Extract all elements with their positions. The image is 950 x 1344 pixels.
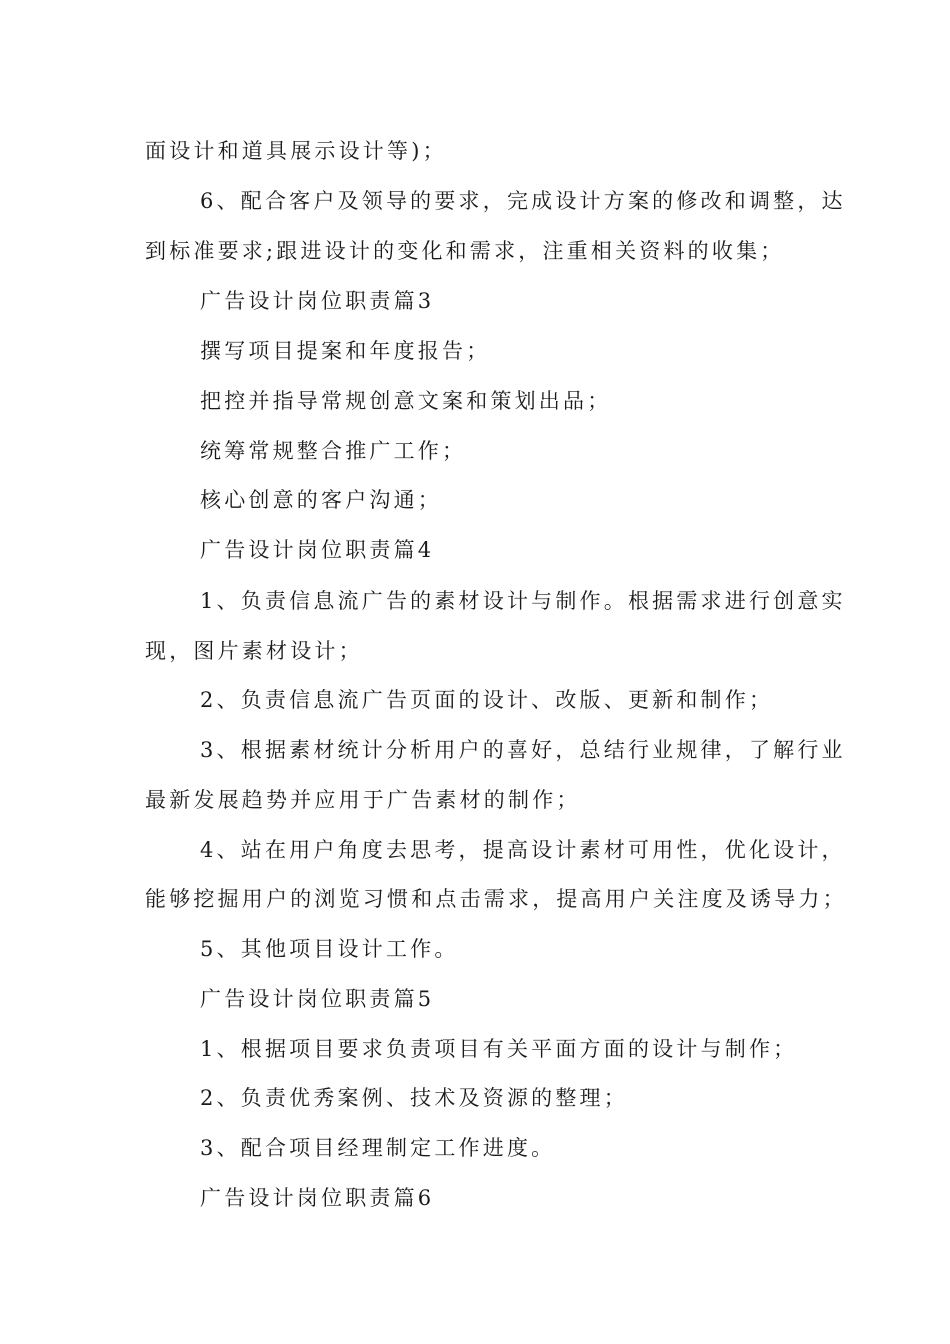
list-item: 统筹常规整合推广工作； [200, 439, 467, 463]
list-item: 核心创意的客户沟通； [200, 488, 442, 512]
body-text-line: 到标准要求;跟进设计的变化和需求，注重相关资料的收集； [145, 239, 785, 263]
list-item: 3、配合项目经理制定工作进度。 [200, 1136, 556, 1160]
section-heading: 广告设计岗位职责篇3 [200, 289, 435, 313]
list-item: 撰写项目提案和年度报告； [200, 339, 491, 363]
body-text-line: 最新发展趋势并应用于广告素材的制作； [145, 788, 581, 812]
list-item: 2、负责信息流广告页面的设计、改版、更新和制作； [200, 688, 774, 712]
body-text-line: 现，图片素材设计； [145, 639, 363, 663]
list-item: 把控并指导常规创意文案和策划出品； [200, 389, 612, 413]
section-heading: 广告设计岗位职责篇6 [200, 1186, 435, 1210]
list-item: 1、负责信息流广告的素材设计与制作。根据需求进行创意实 [200, 589, 846, 613]
section-heading: 广告设计岗位职责篇5 [200, 987, 435, 1011]
body-text-line: 面设计和道具展示设计等)； [145, 139, 447, 163]
section-heading: 广告设计岗位职责篇4 [200, 538, 435, 562]
list-item: 3、根据素材统计分析用户的喜好，总结行业规律，了解行业 [200, 738, 846, 762]
list-item: 2、负责优秀案例、技术及资源的整理； [200, 1086, 628, 1110]
list-item: 6、配合客户及领导的要求，完成设计方案的修改和调整，达 [200, 189, 846, 213]
list-item: 5、其他项目设计工作。 [200, 937, 459, 961]
list-item: 4、站在用户角度去思考，提高设计素材可用性，优化设计， [200, 838, 846, 862]
body-text-line: 能够挖掘用户的浏览习惯和点击需求，提高用户关注度及诱导力； [145, 887, 847, 911]
list-item: 1、根据项目要求负责项目有关平面方面的设计与制作； [200, 1037, 798, 1061]
